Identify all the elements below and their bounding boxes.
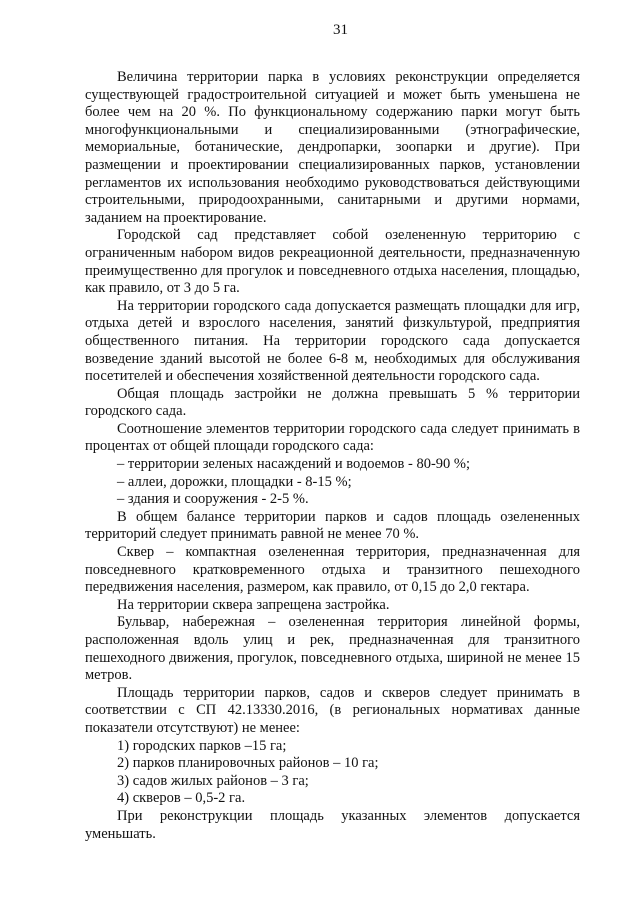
page-number: 31 xyxy=(333,22,348,38)
list-item-squares: 4) скверов – 0,5-2 га. xyxy=(117,790,246,807)
paragraph-building-area: Общая площадь застройки не должна превышать 5 % территории городского сада. xyxy=(85,385,580,420)
list-item-district-parks: 2) парков планировочных районов – 10 га; xyxy=(117,755,379,772)
paragraph-park-size: Величина территории парка в условиях реконструкции определяется существующей градостроительной ситуацией и может быть уменьшена не более чем на 20 %. По функциональному содержанию парки могут быть многофункциональными и специализированными (этнографические, мемориальные, ботанические, дендропарки, зоопарки и другие). При размещении и проектировании специализированных парков, установлении регламентов их использования необходимо руководствоваться действующими строительными, природоохранными, санитарными и другими нормами, заданием на проектирование. xyxy=(85,69,580,226)
paragraph-ratio-intro: Соотношение элементов территории городского сада следует принимать в процентах от общей площади городского сада: xyxy=(85,420,580,455)
paragraph-boulevard: Бульвар, набережная – озелененная территория линейной формы, расположенная вдоль улиц и рек, предназначенная для транзитного пешеходного движения, прогулок, повседневного отдыха, шириной не менее 15 метров. xyxy=(85,614,580,684)
paragraph-square: Сквер – компактная озелененная территория, предназначенная для повседневного кратковременного отдыха и транзитного пешеходного передвижения населения, размером, как правило, от 0,15 до 2,0 гектара. xyxy=(85,544,580,596)
paragraph-area-norms: Площадь территории парков, садов и скверов следует принимать в соответствии с СП 42.13330.2016, (в региональных нормативах данные показатели отсутствуют) не менее: xyxy=(85,684,580,736)
list-item-green-areas: – территории зеленых насаждений и водоемов - 80-90 %; xyxy=(117,456,471,473)
paragraph-square-no-building: На территории сквера запрещена застройка. xyxy=(117,596,390,613)
list-item-alleys: – аллеи, дорожки, площадки - 8-15 %; xyxy=(117,473,352,490)
paragraph-city-garden: Городской сад представляет собой озелененную территорию с ограниченным набором видов рекреационной деятельности, предназначенную преимущественно для прогулок и повседневного отдыха населения, площадью, как правило, от 3 до 5 га. xyxy=(85,227,580,297)
paragraph-green-balance: В общем балансе территории парков и садов площадь озелененных территорий следует принимать равной не менее 70 %. xyxy=(85,508,580,543)
list-item-city-parks: 1) городских парков –15 га; xyxy=(117,737,287,754)
list-item-residential-gardens: 3) садов жилых районов – 3 га; xyxy=(117,772,309,789)
paragraph-garden-facilities: На территории городского сада допускается размещать площадки для игр, отдыха детей и взрослого населения, занятий физкультурой, предприятия общественного питания. На территории городского сада допускается возведение зданий высотой не более 6-8 м, необходимых для обслуживания посетителей и обеспечения хозяйственной деятельности городского сада. xyxy=(85,297,580,385)
paragraph-reconstruction: При реконструкции площадь указанных элементов допускается уменьшать. xyxy=(85,807,580,842)
list-item-buildings: – здания и сооружения - 2-5 %. xyxy=(117,491,309,508)
